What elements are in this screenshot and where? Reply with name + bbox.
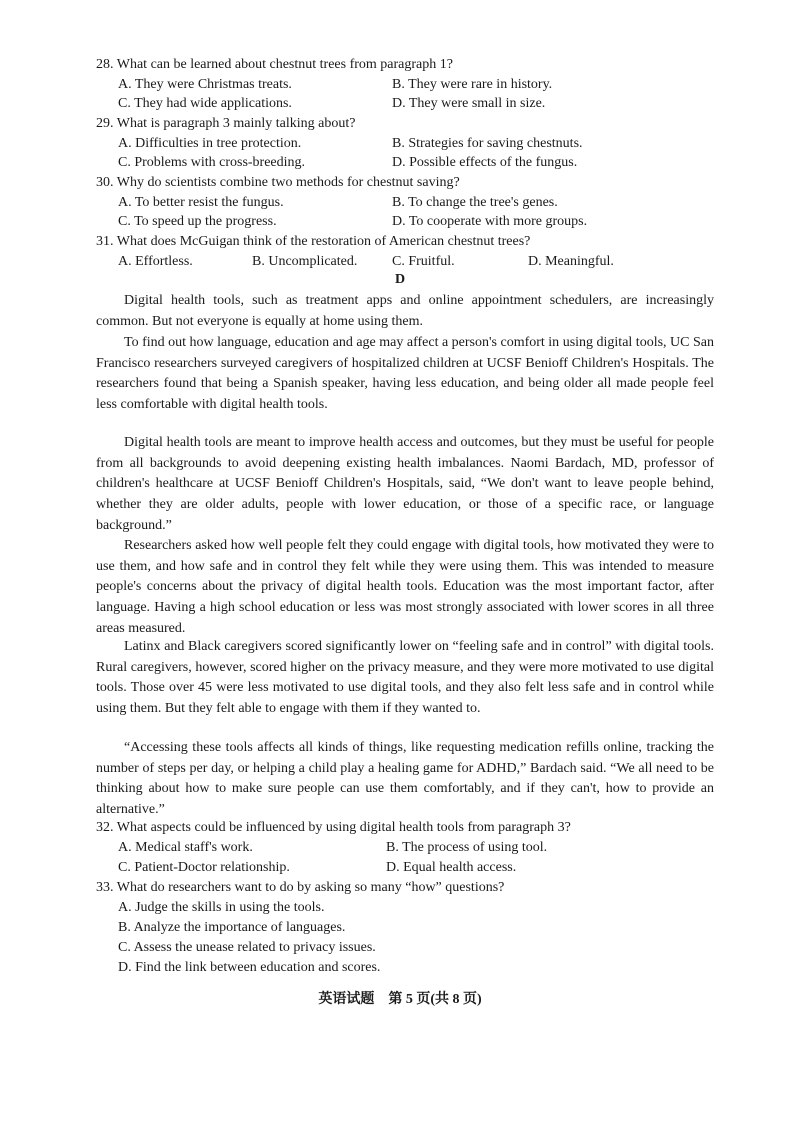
question-33-stem: 33. What do researchers want to do by asking so many “how” questions? [96, 880, 505, 895]
question-32-option-d: D. Equal health access. [386, 860, 517, 875]
question-30-option-b: B. To change the tree's genes. [392, 195, 558, 210]
question-31-option-a: A. Effortless. [118, 254, 193, 269]
question-29-stem: 29. What is paragraph 3 mainly talking about? [96, 116, 356, 131]
question-30-stem: 30. Why do scientists combine two methods for chestnut saving? [96, 175, 460, 190]
question-31-stem: 31. What does McGuigan think of the restoration of American chestnut trees? [96, 234, 531, 249]
question-29-option-c: C. Problems with cross-breeding. [118, 155, 306, 170]
passage-paragraph-6: “Accessing these tools affects all kinds of things, like requesting medication refills online, tracking the number of steps per day, or helping a child play a healing game for ADHD,” Bardach said. “We all need to be thinking about how to make sure people can use them comfortably, and if they can't, how to provide an alternative.” [96, 740, 714, 818]
question-30-option-c: C. To speed up the progress. [118, 214, 277, 229]
question-29-option-d: D. Possible effects of the fungus. [392, 155, 578, 170]
question-33-option-c: C. Assess the unease related to privacy issues. [118, 940, 376, 955]
question-32-option-c: C. Patient-Doctor relationship. [118, 860, 290, 875]
question-31-option-d: D. Meaningful. [528, 254, 614, 269]
question-30-option-d: D. To cooperate with more groups. [392, 214, 588, 229]
passage-paragraph-2: To find out how language, education and age may affect a person's comfort in using digital tools, UC San Francisco researchers surveyed caregivers of hospitalized children at UCSF Benioff Children's Hospitals. The researchers found that being a Spanish speaker, having less education, and being older all made people feel less comfortable with digital health tools. [96, 335, 714, 413]
passage-paragraph-1: Digital health tools, such as treatment apps and online appointment schedulers, are increasingly common. But not everyone is equally at home using them. [96, 293, 714, 329]
passage-paragraph-3: Digital health tools are meant to improve health access and outcomes, but they must be useful for people from all backgrounds to avoid deepening existing health imbalances. Naomi Bardach, MD, professor of children's healthcare at UCSF Benioff Children's Hospitals, said, “We don't want to leave people behind, whether they are older adults, people with lower education, or those of a specific race, or language background.” [96, 435, 714, 533]
question-28-option-c: C. They had wide applications. [118, 96, 292, 111]
section-d-heading: D [394, 272, 406, 287]
question-33-option-d: D. Find the link between education and scores. [118, 960, 381, 975]
question-31-option-c: C. Fruitful. [392, 254, 455, 269]
question-32-option-b: B. The process of using tool. [386, 840, 548, 855]
question-29-option-b: B. Strategies for saving chestnuts. [392, 136, 583, 151]
question-28-option-b: B. They were rare in history. [392, 77, 553, 92]
page-footer: 英语试题 第 5 页(共 8 页) [318, 992, 482, 1007]
question-33-option-b: B. Analyze the importance of languages. [118, 920, 346, 935]
question-33-option-a: A. Judge the skills in using the tools. [118, 900, 325, 915]
question-30-option-a: A. To better resist the fungus. [118, 195, 284, 210]
passage-paragraph-5: Latinx and Black caregivers scored significantly lower on “feeling safe and in control” with digital tools. Rural caregivers, however, scored higher on the privacy measure, and they were more motivated to use digital tools. Those over 45 were less motivated to use digital tools, and they also felt less safe and in control while using them. But they felt able to engage with them if they wanted to. [96, 639, 714, 717]
question-31-option-b: B. Uncomplicated. [252, 254, 358, 269]
passage-paragraph-4: Researchers asked how well people felt they could engage with digital tools, how motivated they were to use them, and how safe and in control they felt while they were using them. This was intended to measure people's concerns about the privacy of digital health tools. Education was the most important factor, after language. Having a high school education or less was most strongly associated with lower scores in all three areas measured. [96, 538, 714, 636]
question-32-option-a: A. Medical staff's work. [118, 840, 253, 855]
question-29-option-a: A. Difficulties in tree protection. [118, 136, 302, 151]
question-32-stem: 32. What aspects could be influenced by using digital health tools from paragraph 3? [96, 820, 571, 835]
question-28-option-a: A. They were Christmas treats. [118, 77, 292, 92]
question-28-option-d: D. They were small in size. [392, 96, 546, 111]
question-28-stem: 28. What can be learned about chestnut trees from paragraph 1? [96, 57, 453, 72]
